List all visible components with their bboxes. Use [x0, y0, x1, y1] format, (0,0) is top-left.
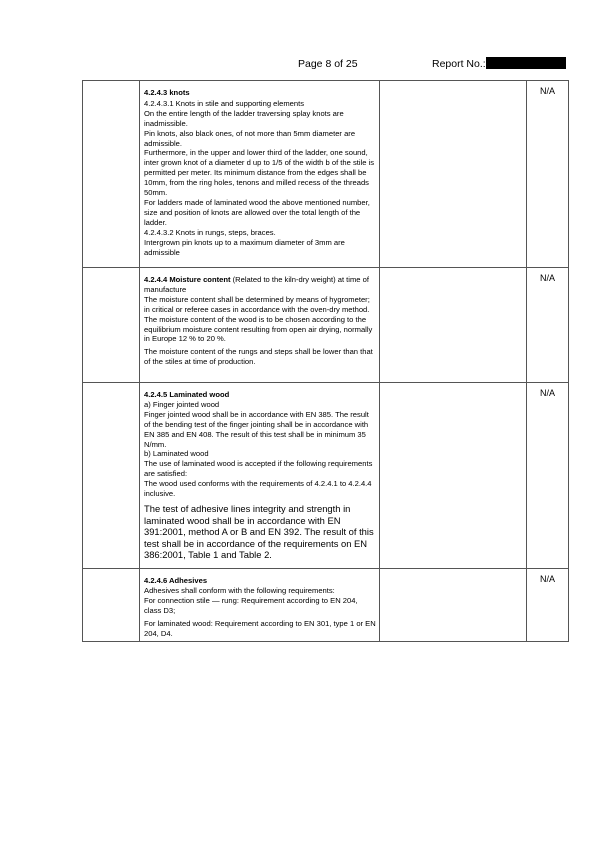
page-number: Page 8 of 25	[298, 58, 358, 70]
requirement-line: For connection stile — rung: Requirement according to EN 204, class D3;	[144, 595, 358, 615]
requirement-line: The use of laminated wood is accepted if the following requirements are satisfied:	[144, 459, 373, 479]
report-number-label: Report No.:	[432, 58, 486, 70]
verdict-cell	[527, 268, 569, 383]
requirement-cell	[140, 383, 380, 569]
requirement-line: Pin knots, also black ones, of not more than 5mm diameter are admissible.	[144, 128, 356, 148]
requirement-line: Intergrown pin knots up to a maximum diameter of 3mm are admissible	[144, 237, 345, 257]
requirement-line: The moisture content shall be determined by means of hygrometer; in critical or referee cases in accordance with the oven-dry method. The moisture content of the wood is to be chosen according to the equilibrium moisture content resulting from open air drying, normally in Europe 12 % to 20 %.	[144, 294, 373, 344]
requirement-line: On the entire length of the ladder traversing splay knots are inadmissible.	[144, 108, 344, 128]
requirement-line: For laminated wood: Requirement according to EN 301, type 1 or EN 204, D4.	[144, 618, 376, 638]
section-title: 4.2.4.5 Laminated wood	[144, 390, 230, 399]
section-title-suffix: (Related to the kiln-dry weight) at time of manufacture	[144, 275, 369, 294]
redacted-report-number	[486, 57, 566, 69]
clause-cell	[83, 268, 140, 383]
requirement-line: For ladders made of laminated wood the above mentioned number, size and position of knots are allowed over the total length of the ladder.	[144, 197, 370, 227]
requirement-line: b) Laminated wood	[144, 449, 209, 459]
clause-cell	[83, 569, 140, 642]
result-cell	[380, 383, 527, 569]
requirement-line: 4.2.4.3.2 Knots in rungs, steps, braces.	[144, 227, 276, 237]
requirement-line: 4.2.4.3.1 Knots in stile and supporting elements	[144, 98, 304, 108]
table-row	[83, 383, 569, 569]
section-title: 4.2.4.4 Moisture content	[144, 275, 231, 284]
table-row	[83, 81, 569, 268]
requirement-line: Furthermore, in the upper and lower third of the ladder, one sound, inter grown knot of a diameter d up to 1/5 of the width b of the stile is permitted per meter. Its minimum distance from the edges shall be 10mm, from the ring holes, tenons and milled recess of the threads 50mm.	[144, 148, 375, 198]
requirement-line: Adhesives shall conform with the following requirements:	[144, 585, 335, 595]
requirement-line: The moisture content of the rungs and steps shall be lower than that of the stiles at time of production.	[144, 347, 373, 367]
table-row	[83, 569, 569, 642]
verdict: N/A	[539, 273, 555, 283]
requirements-table	[82, 80, 569, 642]
verdict-cell	[527, 569, 569, 642]
verdict: N/A	[539, 86, 555, 96]
verdict: N/A	[539, 574, 555, 584]
requirement-cell	[140, 81, 380, 268]
verdict-cell	[527, 81, 569, 268]
requirement-cell	[140, 569, 380, 642]
result-cell	[380, 268, 527, 383]
requirement-cell	[140, 268, 380, 383]
verdict-cell	[527, 383, 569, 569]
requirement-line: a) Finger jointed wood	[144, 399, 220, 409]
requirement-line: The wood used conforms with the requirements of 4.2.4.1 to 4.2.4.4 inclusive.	[144, 479, 372, 499]
section-title: 4.2.4.6 Adhesives	[144, 576, 208, 585]
result-cell	[380, 81, 527, 268]
result-cell	[380, 569, 527, 642]
clause-cell	[83, 383, 140, 569]
table-row	[83, 268, 569, 383]
requirement-paragraph: The test of adhesive lines integrity and strength in laminated wood shall be in accordance with EN 391:2001, method A or B and EN 392. The result of this test shall be in accordance of the requirements on EN 386:2001, Table 1 and Table 2.	[144, 502, 374, 561]
requirement-line: Finger jointed wood shall be in accordance with EN 385. The result of the bending test of the finger jointing shall be in accordance with EN 385 and EN 408. The result of this test shall be in minimum 35 N/mm.	[144, 409, 369, 449]
section-title: 4.2.4.3 knots	[144, 88, 190, 97]
verdict: N/A	[539, 388, 555, 398]
clause-cell	[83, 81, 140, 268]
